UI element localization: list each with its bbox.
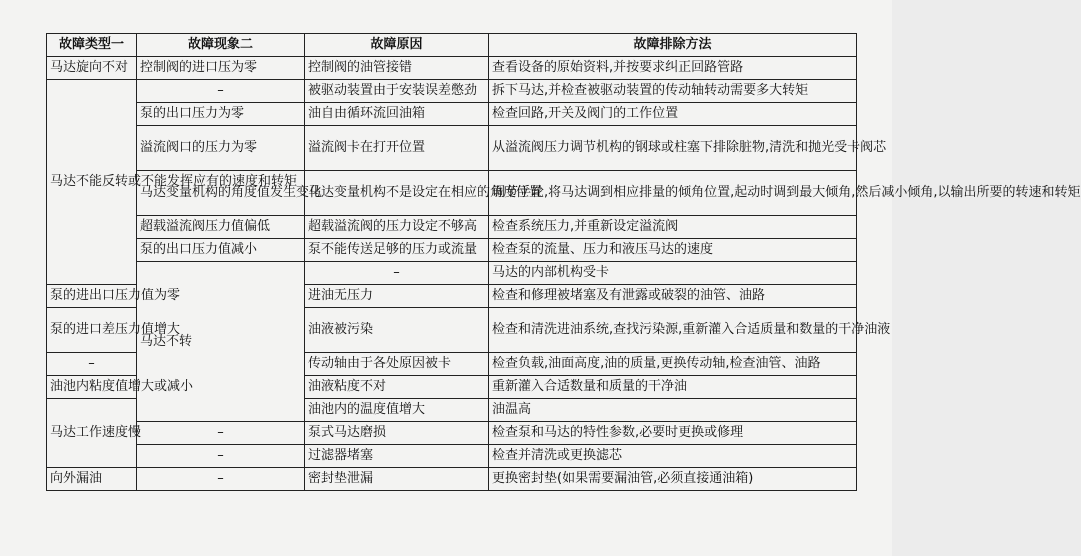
- table-row: [47, 262, 857, 285]
- cause-cell: 进油无压力: [305, 285, 489, 308]
- cause-cell: 油自由循环流回油箱: [305, 103, 489, 126]
- cause-cell: 油温高: [489, 399, 857, 422]
- symptom-cell: 泵的出口压力值减小: [137, 239, 305, 262]
- fault-type-cell: 向外漏油: [47, 468, 137, 491]
- symptom-cell: 油池内的温度值增大: [305, 399, 489, 422]
- cause-cell: 控制阀的油管接错: [305, 57, 489, 80]
- symptom-cell: –: [137, 468, 305, 491]
- cause-cell: 泵式马达磨损: [305, 422, 489, 445]
- fix-cell: 检查并清洗或更换滤芯: [489, 445, 857, 468]
- symptom-cell: –: [47, 353, 137, 376]
- fix-cell: 查看设备的原始资料,并按要求纠正回路管路: [489, 57, 857, 80]
- fix-cell: 检查系统压力,并重新设定溢流阀: [489, 216, 857, 239]
- table-row: [47, 57, 857, 80]
- fault-type-cell: 马达工作速度慢: [47, 399, 137, 468]
- table-row: [47, 239, 857, 262]
- table-row: [47, 445, 857, 468]
- header-fault-type: 故障类型一: [47, 34, 137, 57]
- fix-cell: 检查泵和马达的特性参数,必要时更换或修理: [489, 422, 857, 445]
- fault-type-cell: 马达不转: [137, 262, 305, 422]
- cause-cell: 密封垫泄漏: [305, 468, 489, 491]
- cause-cell: 超载溢流阀的压力设定不够高: [305, 216, 489, 239]
- cause-cell: 溢流阀卡在打开位置: [305, 126, 489, 171]
- header-cause: 故障原因: [305, 34, 489, 57]
- header-symptom: 故障现象二: [137, 34, 305, 57]
- fix-cell: 拆下马达,并检查被驱动装置的传动轴转动需要多大转矩: [489, 80, 857, 103]
- fix-cell: 检查泵的流量、压力和液压马达的速度: [489, 239, 857, 262]
- fault-type-cell: 马达不能反转或不能发挥应有的速度和转矩: [47, 80, 137, 285]
- fix-cell: 重新灌入合适数量和质量的干净油: [489, 376, 857, 399]
- cause-cell: 油液被污染: [305, 308, 489, 353]
- cause-cell: 油液粘度不对: [305, 376, 489, 399]
- symptom-cell: 超载溢流阀压力值偏低: [137, 216, 305, 239]
- symptom-cell: 溢流阀口的压力为零: [137, 126, 305, 171]
- cause-cell: 马达的内部机构受卡: [489, 262, 857, 285]
- symptom-cell: 泵的进口差压力值增大: [47, 308, 137, 353]
- header-row: [47, 34, 857, 57]
- table-row: [47, 103, 857, 126]
- symptom-cell: 泵的进出口压力值为零: [47, 285, 137, 308]
- fix-cell: 检查和清洗进油系统,查找污染源,重新灌入合适质量和数量的干净油液: [489, 308, 857, 353]
- table-row: [47, 468, 857, 491]
- fix-cell: 检查回路,开关及阀门的工作位置: [489, 103, 857, 126]
- header-fix: 故障排除方法: [489, 34, 857, 57]
- symptom-cell: –: [305, 262, 489, 285]
- cause-cell: 过滤器堵塞: [305, 445, 489, 468]
- symptom-cell: –: [137, 445, 305, 468]
- table-row: [47, 80, 857, 103]
- cause-cell: 泵不能传送足够的压力或流量: [305, 239, 489, 262]
- fault-type-cell: 马达旋向不对: [47, 57, 137, 80]
- fix-cell: 检查负载,油面高度,油的质量,更换传动轴,检查油管、油路: [489, 353, 857, 376]
- cause-cell: 被驱动装置由于安装误差憋劲: [305, 80, 489, 103]
- symptom-cell: –: [137, 422, 305, 445]
- table-row: [47, 126, 857, 171]
- fix-cell: 检查和修理被堵塞及有泄露或破裂的油管、油路: [489, 285, 857, 308]
- symptom-cell: 泵的出口压力为零: [137, 103, 305, 126]
- fix-cell: 从溢流阀压力调节机构的钢球或柱塞下排除脏物,清洗和抛光受卡阀芯: [489, 126, 857, 171]
- symptom-cell: –: [137, 80, 305, 103]
- table-row: [47, 422, 857, 445]
- cause-cell: 马达变量机构不是设定在相应的角度位置: [305, 171, 489, 216]
- symptom-cell: 油池内粘度值增大或减小: [47, 376, 137, 399]
- fix-cell: 调节手轮,将马达调到相应排量的倾角位置,起动时调到最大倾角,然后减小倾角,以输出所要的转速和转矩: [489, 171, 857, 216]
- table-row: [47, 216, 857, 239]
- symptom-cell: 马达变量机构的角度值发生变化: [137, 171, 305, 216]
- fix-cell: 更换密封垫(如果需要漏油管,必须直接通油箱): [489, 468, 857, 491]
- fault-table: [46, 33, 1081, 491]
- symptom-cell: 控制阀的进口压为零: [137, 57, 305, 80]
- cause-cell: 传动轴由于各处原因被卡: [305, 353, 489, 376]
